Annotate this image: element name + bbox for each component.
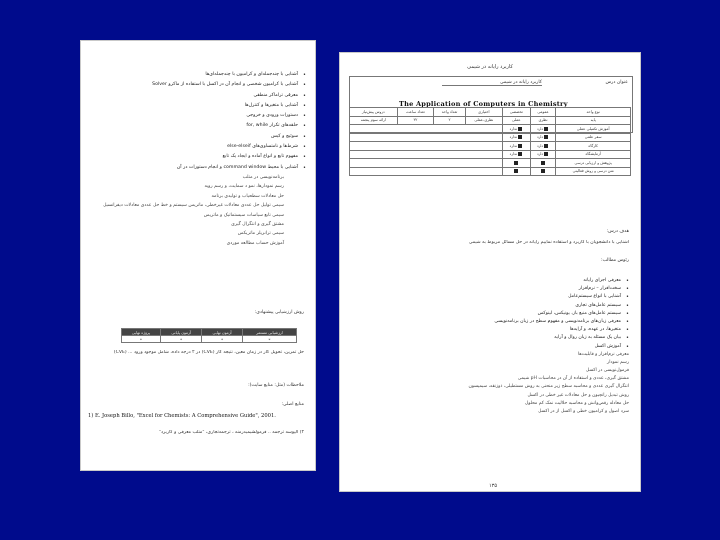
list-item: • دستورات ورودی و خروجی — [246, 113, 306, 120]
evaluation-table — [121, 328, 297, 343]
list-item: • معرفی زبان‌های برنامه‌نویسی و مفهوم سطح در زبان برنامه‌نویسی — [494, 318, 629, 325]
list-item: • آشنایی با متغیرها و کنترل‌ها — [244, 102, 306, 109]
table-header: آزمون نهایی — [202, 329, 243, 336]
table-cell — [350, 142, 503, 151]
evaluation-note: حل تمرین، تحویل کار در زمان معین، نتیجه کار (CVE) در ۲ درجه داده، شامل موجود ورود ... (CVE) — [113, 350, 304, 355]
course-label: عنوان درس — [605, 80, 628, 85]
sub-item: سیمی تولیل حل عددی معادلات غیرخطی، ماتریس سیستم و خط حل عددی معادلات دیفرانسیل — [103, 203, 284, 209]
list-item: • متغیرها، در عهده، و آرایه‌ها — [569, 327, 629, 334]
list-item: • آشنایی با کرامیون شخصی و انجام آن در اکسل با استفاده از ماکرو Solver — [152, 82, 306, 89]
topics-list — [409, 277, 629, 416]
checkbox-icon — [544, 152, 548, 156]
evaluation-heading: روش ارزشیابی پیشنهادی: — [254, 310, 304, 315]
references-heading: منابع اصلی: — [281, 402, 304, 407]
table-cell: * — [160, 336, 201, 343]
table-cell: نظری-عملی — [465, 116, 502, 125]
checkbox-icon — [518, 127, 522, 131]
table-cell: * — [242, 336, 296, 343]
table-cell: دارد — [530, 142, 556, 151]
sub-item: سیمی تابع سیاسات سیستماتیک و ماتریس — [203, 212, 284, 218]
table-header: تخصصی — [502, 108, 530, 117]
left-document-page — [80, 40, 316, 471]
table-header: تعداد ساعت — [397, 108, 434, 117]
right-document-page — [339, 52, 641, 492]
resources-heading: ملاحظات (مثل: منابع سایت): — [248, 383, 304, 388]
checkbox-icon — [544, 135, 548, 139]
table-cell — [350, 125, 503, 134]
table-header: ارزشیابی مستمر — [242, 329, 296, 336]
course-spec-table — [349, 107, 631, 176]
sub-item: مشتق گیری، عددی و استفاده از آن در محاسبات pH شیمی — [517, 376, 629, 382]
table-cell: ندارد — [502, 150, 530, 159]
sub-item: آموزش حساب مطالعه موردی — [226, 240, 284, 246]
table-cell: * — [202, 336, 243, 343]
table-cell — [350, 167, 503, 176]
sub-item: سیمی ترانزیلز ماتریکس — [237, 231, 284, 237]
sub-item: مشتق گیری و انتگرال گیری — [231, 221, 284, 227]
table-cell: عملی — [502, 116, 530, 125]
checkbox-icon — [518, 144, 522, 148]
checkbox-icon — [518, 135, 522, 139]
sub-item: رسم نمودار — [607, 359, 629, 365]
checkbox-icon — [541, 161, 545, 165]
table-cell: ندارد — [502, 133, 530, 142]
table-cell — [350, 133, 503, 142]
table-cell — [530, 167, 556, 176]
list-item: • سیستم عامل‌های منبع باز، یونیکس، لینوکس — [537, 310, 629, 317]
table-cell — [350, 150, 503, 159]
table-header: تعداد واحد — [434, 108, 466, 117]
list-item: • معرفی اجزای رایانه — [583, 278, 629, 284]
course-topics-list — [101, 70, 306, 248]
table-cell: نظری — [530, 116, 556, 125]
table-cell: پایه — [556, 116, 631, 125]
sub-item: روش تبدیل رانچیون و حل معادلات غیر خطی در اکسل — [527, 392, 629, 398]
course-title-english: The Application of Computers in Chemistry — [399, 100, 568, 108]
table-cell: آزمایشگاه — [556, 150, 631, 159]
sub-item: برنامه‌نویسی در متلب — [242, 174, 284, 180]
page-header — [349, 64, 631, 72]
table-cell: آموزش تکمیلی عملی — [556, 125, 631, 134]
sub-item: حل معادله رقص‌وانش و محاسبه حلالیت نمک کم محلول — [524, 400, 629, 406]
checkbox-icon — [544, 127, 548, 131]
reference-2: ۲) آلپوسه ترجمه .. فرمولشیمیدرمنه ، ترجمه‌تجاری، "متلب معرفی و کاربرد" — [158, 430, 304, 435]
list-item: • بیان یک مسئله به زبان روال و آرایه — [554, 335, 629, 342]
goal-heading: هدف درس: — [606, 229, 629, 234]
table-cell: دارد — [530, 150, 556, 159]
table-cell — [502, 159, 530, 168]
table-cell: دارد — [530, 133, 556, 142]
table-cell — [502, 167, 530, 176]
topics-heading: رئوس مطالب: — [600, 258, 629, 263]
list-item: • سخت‌افزار – نرم‌افزار — [578, 286, 629, 293]
list-item: • معرفی تراماکر منطقی — [253, 92, 306, 99]
checkbox-icon — [518, 152, 522, 156]
checkbox-icon — [514, 169, 518, 173]
table-cell: متن درسی و روش فعالیتی — [556, 167, 631, 176]
list-item: • شرط‌ها و نامتساوی‌های else-elseif — [227, 144, 306, 151]
sub-item: حل معادلات سطحیاب و تولیدی برنامه — [211, 193, 284, 199]
table-cell: پژوهش و ارزیابی درسی — [556, 159, 631, 168]
table-cell — [350, 159, 503, 168]
table-cell: ۳۲ — [397, 116, 434, 125]
table-cell: ۲ — [434, 116, 466, 125]
sub-item: سرد اصول و کرامیون خطی و اکسل از در اکسل — [538, 409, 629, 414]
table-cell: سفر علمی — [556, 133, 631, 142]
checkbox-icon — [544, 144, 548, 148]
list-item: • مفهوم تابع و انواع آماده و ایجاد یک تابع — [222, 154, 306, 161]
sub-item: انتگرال گیری عددی و محاسبه سطح زیر منحنی به روش مستطیلی، ذوزنقه، سیمپسون — [468, 384, 629, 390]
list-item: • آشنایی با چند‌جمله‌ای و کرامیون با چندجمله‌ای‌ها — [205, 72, 306, 78]
table-header: دروس پیش‌نیاز — [350, 108, 398, 117]
goal-text: آشنایی با دانشجویان با کاربرد و استفاده نماییم رایانه در حل مسائل مربوط به شیمی — [468, 240, 629, 245]
table-cell: دارد — [530, 125, 556, 134]
sub-item: فرمول‌نویسی در اکسل — [585, 368, 629, 374]
table-cell: ارائه سوم پنجمه — [350, 116, 398, 125]
table-cell: ندارد — [502, 125, 530, 134]
table-header: عمومی — [530, 108, 556, 117]
sub-item: رسم نمودارها، نمو د سمایت، و رسم رویه — [204, 184, 284, 190]
table-header: آزمون پایانی — [160, 329, 201, 336]
list-item: • حلقه‌های تکرار for, while — [246, 123, 306, 130]
course-name-fa: کاربرد رایانه در شیمی — [442, 80, 542, 86]
list-item: • آموزش اکسل — [594, 343, 629, 350]
table-header: اختیاری — [465, 108, 502, 117]
list-item: • آشنایی با انواع سیستم‌عامل — [568, 294, 629, 301]
page-title: کاربرد رایانه در شیمی — [467, 64, 513, 70]
table-cell: کارگاه — [556, 142, 631, 151]
table-cell — [530, 159, 556, 168]
checkbox-icon — [541, 169, 545, 173]
list-item: • سیستم عامل‌های تجاری — [575, 302, 629, 309]
checkbox-icon — [514, 161, 518, 165]
table-cell: ندارد — [502, 142, 530, 151]
table-header: پروژه نهایی — [122, 329, 161, 336]
sub-item: معرفی نرم‌افزار و قابلیت‌ها — [577, 351, 629, 357]
list-item: • آشنایی با محیط command window و انجام دستورات در آن — [176, 164, 306, 171]
reference-1: 1) E. Joseph Billo, "Excel for Chemists: A Comprehensive Guide", 2001. — [88, 413, 276, 419]
table-cell: * — [122, 336, 161, 343]
page-number: ۱۳۵ — [489, 483, 498, 489]
list-item: • سوئیچ و کیس — [271, 133, 306, 140]
table-header: نوع واحد — [556, 108, 631, 117]
